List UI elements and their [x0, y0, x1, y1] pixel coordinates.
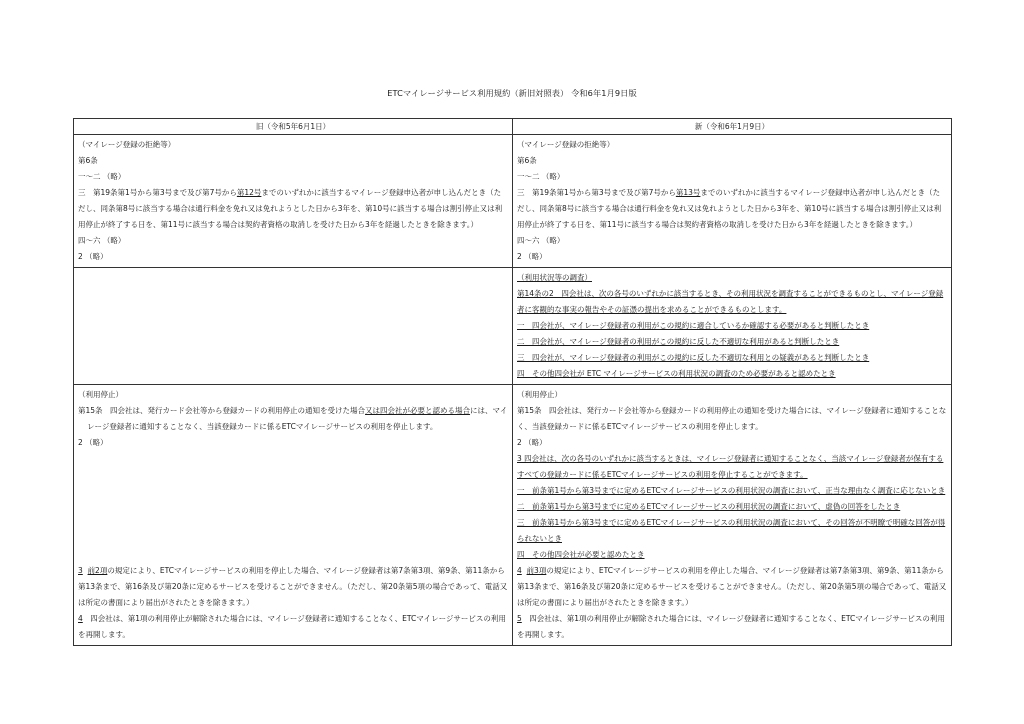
item-1: 一 四会社が、マイレージ登録者の利用がこの規約に適合しているか確認する必要があると判断したとき	[517, 321, 870, 330]
changed-text: 前3項	[526, 566, 547, 575]
document-title: ETCマイレージサービス利用規約（新旧対照表） 令和6年1月9日版	[387, 88, 637, 98]
table-row	[74, 135, 952, 268]
item-2: 二 四会社が、マイレージ登録者の利用がこの規約に反した不適切な利用があると判断したとき	[517, 337, 840, 346]
item-3: 三 前条第1号から第3号までに定めるETCマイレージサービスの利用状況の調査において、その回答が不明瞭で明確な回答が得られないとき	[517, 518, 946, 543]
article-body: 第14条の2 四会社は、次の各号のいずれかに該当するとき、その利用状況を調査することができるものとし、マイレージ登録者に客観的な事実の報告やその証憑の提出を求めることができるものとします。	[517, 289, 944, 314]
paragraph-5: 5 四会社は、第1項の利用停止が解除された場合には、マイレージ登録者に通知することなく、ETCマイレージサービスの利用を再開します。	[517, 614, 945, 639]
items-abbrev: 四～六 （略）	[78, 236, 126, 245]
changed-text: 又は四会社が必要と認める場合	[365, 406, 471, 415]
paragraph-3: 3 四会社は、次の各号のいずれかに該当するときは、マイレージ登録者に通知することなく、当該マイレージ登録者が保有するすべての登録カードに係るETCマイレージサービスの利用を停止することができます。	[517, 454, 944, 479]
paragraph-4: 4 前3項の規定により、ETCマイレージサービスの利用を停止した場合、マイレージ登録者は第7条第3項、第9条、第11条から第13条まで、第16条及び第20条に定めるサービスを受けることができません。（ただし、第20条第5項の場合であって、電話又は所定の書面により届出がされたときを除きます。）	[517, 566, 947, 607]
new-version-header: 新（令和6年1月9日）	[513, 119, 952, 135]
article-heading: （利用状況等の調査）	[517, 273, 592, 282]
new-article-15-cell	[513, 385, 952, 646]
article-body: 第15条 四会社は、発行カード会社等から登録カードの利用停止の通知を受けた場合には、マイレージ登録者に通知することなく、当該登録カードに係るETCマイレージサービスの利用を停止します。	[517, 406, 947, 431]
comparison-table	[73, 118, 952, 646]
table-row	[74, 268, 952, 385]
article-number: 第6条	[78, 156, 98, 165]
header-row	[74, 119, 952, 135]
items-abbrev: 一～二 （略）	[78, 172, 126, 181]
item-4: 四 その他四会社が ETC マイレージサービスの利用状況の調査のため必要があると認めたとき	[517, 369, 836, 378]
item-2: 二 前条第1号から第3号までに定めるETCマイレージサービスの利用状況の調査において、虚偽の回答をしたとき	[517, 502, 901, 511]
paragraph-2: 2 （略）	[517, 438, 547, 447]
item-3-text: 三 第19条第1号から第3号まで及び第7号から第12号までのいずれかに該当するマイレージ登録申込者が申し込んだとき（ただし、同条第8号に該当する場合は通行料金を免れ又は免れようとした日から3年を、第10号に該当する場合は割引停止又は利用停止が終了する日を、第11号に該当する場合は契約者資格の取消しを受けた日から3年を経過したときを除きます。）	[78, 188, 503, 229]
item-4: 四 その他四会社が必要と認めたとき	[517, 550, 645, 559]
item-3-text: 三 第19条第1号から第3号まで及び第7号から第13号までのいずれかに該当するマイレージ登録申込者が申し込んだとき（ただし、同条第8号に該当する場合は通行料金を免れ又は免れようとした日から3年を、第10号に該当する場合は割引停止又は利用停止が終了する日を、第11号に該当する場合は契約者資格の取消しを受けた日から3年を経過したときを除きます。）	[517, 188, 942, 229]
paragraph-2: 2 （略）	[517, 252, 547, 261]
article-heading: （利用停止）	[517, 390, 562, 399]
paragraph-2: 2 （略）	[78, 252, 108, 261]
article-number: 第6条	[517, 156, 537, 165]
old-version-header: 旧（令和5年6月1日）	[74, 119, 513, 135]
items-abbrev: 一～二 （略）	[517, 172, 565, 181]
article-body: 第15条 四会社は、発行カード会社等から登録カードの利用停止の通知を受けた場合又は四会社が必要と認める場合には、マイレージ登録者に通知することなく、当該登録カードに係るETCマイレージサービスの利用を停止します。	[78, 406, 508, 431]
table-row	[74, 385, 952, 646]
article-heading: （利用停止）	[78, 390, 123, 399]
changed-text: 前2項	[87, 566, 108, 575]
item-3: 三 四会社が、マイレージ登録者の利用がこの規約に反した不適切な利用との疑義があると判断したとき	[517, 353, 870, 362]
article-heading: （マイレージ登録の拒絶等）	[517, 140, 615, 149]
items-abbrev: 四～六 （略）	[517, 236, 565, 245]
new-article-6-cell	[513, 135, 952, 268]
old-empty-cell	[74, 268, 513, 385]
paragraph-2: 2 （略）	[78, 438, 108, 447]
paragraph-3: 3 前2項の規定により、ETCマイレージサービスの利用を停止した場合、マイレージ登録者は第7条第3項、第9条、第11条から第13条まで、第16条及び第20条に定めるサービスを受けることができません。（ただし、第20条第5項の場合であって、電話又は所定の書面により届出がされたときを除きます。）	[78, 566, 508, 607]
old-article-6-cell	[74, 135, 513, 268]
changed-text: 第12号	[236, 188, 262, 197]
paragraph-4: 4 四会社は、第1項の利用停止が解除された場合には、マイレージ登録者に通知することなく、ETCマイレージサービスの利用を再開します。	[78, 614, 506, 639]
blank-spacer	[78, 451, 508, 563]
old-article-15-cell	[74, 385, 513, 646]
changed-text: 第13号	[675, 188, 701, 197]
item-1: 一 前条第1号から第3号までに定めるETCマイレージサービスの利用状況の調査において、正当な理由なく調査に応じないとき	[517, 486, 946, 495]
new-article-14-2-cell	[513, 268, 952, 385]
article-heading: （マイレージ登録の拒絶等）	[78, 140, 176, 149]
